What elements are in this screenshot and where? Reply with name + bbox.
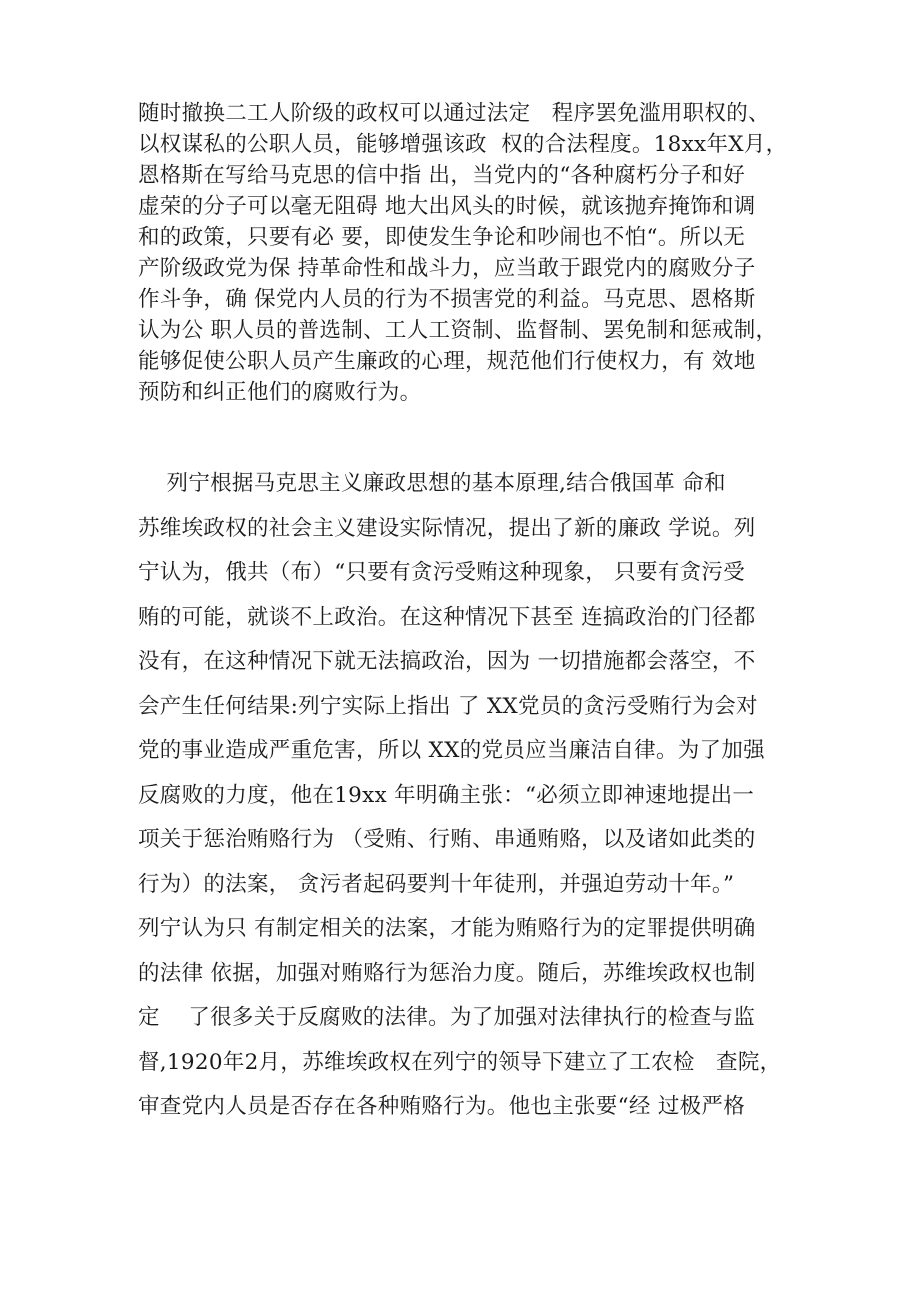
paragraph-lenin xyxy=(138,462,818,1130)
text-line: 恩格斯在写给马克思的信中指 出，当党内的“各种腐朽分子和好 xyxy=(138,163,746,188)
text-line: 反腐败的力度，他在19xx 年明确主张：“必须立即神速地提出一 xyxy=(138,782,755,808)
text-line: 贿的可能，就谈不上政治。在这种情况下甚至 连搞政治的门径都 xyxy=(138,604,756,630)
text-line: 产阶级政党为保 持革命性和战斗力，应当敢于跟党内的腐败分子 xyxy=(138,256,756,281)
text-line: 作斗争，确 保党内人员的行为不损害党的利益。马克思、恩格斯 xyxy=(138,287,756,312)
paragraph-marx-engels xyxy=(138,98,818,408)
text-line: 行为）的法案， 贪污者起码要判十年徒刑，并强迫劳动十年。” xyxy=(138,871,735,897)
text-line: 党的事业造成严重危害，所以 XX的党员应当廉洁自律。为了加强 xyxy=(138,738,765,763)
text-line: 和的政策，只要有必 要，即使发生争论和吵闹也不怕“。所以无 xyxy=(138,225,746,250)
text-line: 督,1920年2月，苏维埃政权在列宁的领导下建立了工农检 查院， xyxy=(138,1049,782,1075)
text-line: 项关于惩治贿赂行为 （受贿、行贿、串通贿赂，以及诸如此类的 xyxy=(138,827,756,852)
text-line: 苏维埃政权的社会主义建设实际情况，提出了新的廉政 学说。列 xyxy=(138,515,756,541)
text-line: 能够促使公职人员产生廉政的心理，规范他们行使权力，有 效地 xyxy=(138,349,756,374)
text-line: 认为公 职人员的普选制、工人工资制、监督制、罢免制和惩戒制， xyxy=(138,318,778,343)
text-line: 列宁根据马克思主义廉政思想的基本原理,结合俄国革 命和 xyxy=(138,471,726,496)
text-line: 随时撤换二工人阶级的政权可以通过法定 程序罢免滥用职权的、 xyxy=(138,101,770,126)
text-line: 宁认为，俄共（布）“只要有贪污受贿这种现象， 只要有贪污受 xyxy=(138,560,746,585)
text-line: 没有，在这种情况下就无法搞政治，因为 一切措施都会落空，不 xyxy=(138,649,756,674)
text-line: 定 了很多关于反腐败的法律。为了加强对法律执行的检查与监 xyxy=(138,1005,756,1030)
text-line: 审查党内人员是否存在各种贿赂行为。他也主张要“经 过极严格 xyxy=(138,1094,746,1119)
text-line: 的法律 依据，加强对贿赂行为惩治力度。随后，苏维埃政权也制 xyxy=(138,960,756,986)
text-line: 以权谋私的公职人员，能够增强该政 权的合法程度。18xx年X月， xyxy=(138,132,788,157)
text-line: 列宁认为只 有制定相关的法案，才能为贿赂行为的定罪提供明确 xyxy=(138,916,756,941)
text-line: 会产生任何结果:列宁实际上指出 了 XX党员的贪污受贿行为会对 xyxy=(138,693,758,719)
text-line: 预防和纠正他们的腐败行为。 xyxy=(138,380,422,405)
text-line: 虚荣的分子可以毫无阻碍 地大出风头的时候，就该抛弃掩饰和调 xyxy=(138,194,756,219)
